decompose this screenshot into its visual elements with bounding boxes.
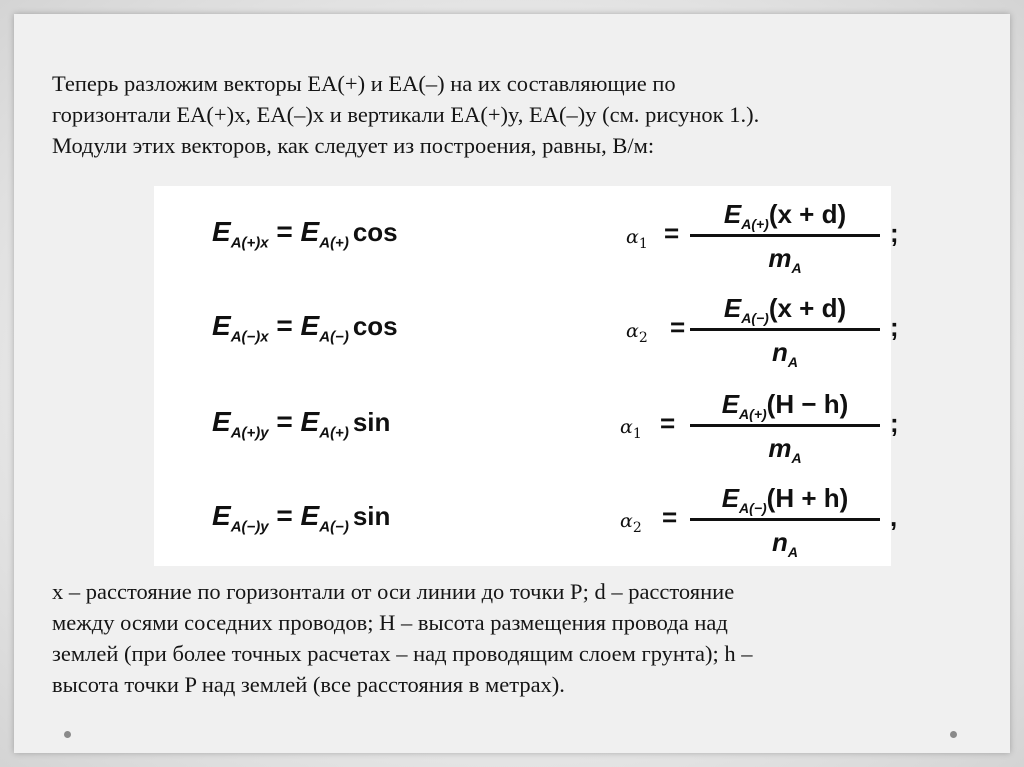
formula-punctuation: , — [890, 502, 898, 532]
formula-lhs: $E_{A(+)y} = E_{A(+)}$ sin — [212, 406, 391, 442]
next-slide-dot-icon[interactable] — [950, 731, 957, 738]
fraction — [690, 290, 880, 379]
formula-lhs: $E_{A(-)x} = E_{A(-)}$ cos — [212, 310, 398, 346]
formula-3 — [212, 386, 899, 467]
alpha-symbol: $\alpha_2$ — [626, 320, 648, 346]
fraction-bar — [690, 424, 880, 427]
formula-4 — [212, 480, 898, 561]
intro-line-3: Модули этих векторов, как следует из построения, равны, В/м: — [52, 133, 655, 158]
legend-line-3: землей (при более точных расчетах – над проводящим слоем грунта); h – — [52, 641, 753, 666]
alpha-symbol: $\alpha_1$ — [620, 416, 642, 442]
equals-sign: = — [662, 502, 678, 532]
fraction — [690, 196, 880, 285]
fraction-numerator: $E_{A(+)}(x + d)$ — [723, 199, 847, 233]
fraction-denominator: $m_A$ — [768, 243, 802, 277]
intro-line-2: горизонтали EA(+)x, EA(–)x и вертикали EA(+)y, EA(–)y (см. рисунок 1.). — [52, 102, 760, 127]
fraction-denominator: $m_A$ — [768, 433, 802, 467]
formula-lhs: $E_{A(-)y} = E_{A(-)}$ sin — [212, 500, 391, 536]
legend-text — [52, 576, 982, 700]
fraction-bar — [690, 328, 880, 331]
equals-sign: = — [664, 218, 680, 248]
formula-1 — [212, 196, 899, 277]
intro-text — [52, 68, 982, 161]
formula-punctuation: ; — [890, 408, 899, 438]
fraction-numerator: $E_{A(+)}(H - h)$ — [721, 389, 849, 423]
fraction-numerator: $E_{A(-)}(H + h)$ — [721, 483, 849, 517]
alpha-symbol: $\alpha_1$ — [626, 226, 648, 252]
fraction-numerator: $E_{A(-)}(x + d)$ — [723, 293, 847, 327]
fraction — [690, 480, 880, 569]
fraction-denominator: $n_A$ — [771, 337, 798, 371]
formula-punctuation: ; — [890, 312, 899, 342]
formula-panel — [154, 186, 899, 566]
equals-sign: = — [660, 408, 676, 438]
formula-punctuation: ; — [890, 218, 899, 248]
legend-line-4: высота точки P над землей (все расстояния в метрах). — [52, 672, 565, 697]
legend-line-2: между осями соседних проводов; H – высота размещения провода над — [52, 610, 728, 635]
formula-2 — [212, 290, 899, 371]
fraction-bar — [690, 518, 880, 521]
intro-line-1: Теперь разложим векторы EA(+) и EA(–) на их составляющие по — [52, 71, 676, 96]
legend-line-1: x – расстояние по горизонтали от оси линии до точки P; d – расстояние — [52, 579, 735, 604]
formula-lhs: $E_{A(+)x} = E_{A(+)}$ cos — [212, 216, 398, 252]
alpha-symbol: $\alpha_2$ — [620, 510, 642, 536]
fraction-denominator: $n_A$ — [771, 527, 798, 561]
equals-sign: = — [670, 312, 686, 342]
slide — [14, 14, 1010, 753]
fraction-bar — [690, 234, 880, 237]
prev-slide-dot-icon[interactable] — [64, 731, 71, 738]
fraction — [690, 386, 880, 475]
